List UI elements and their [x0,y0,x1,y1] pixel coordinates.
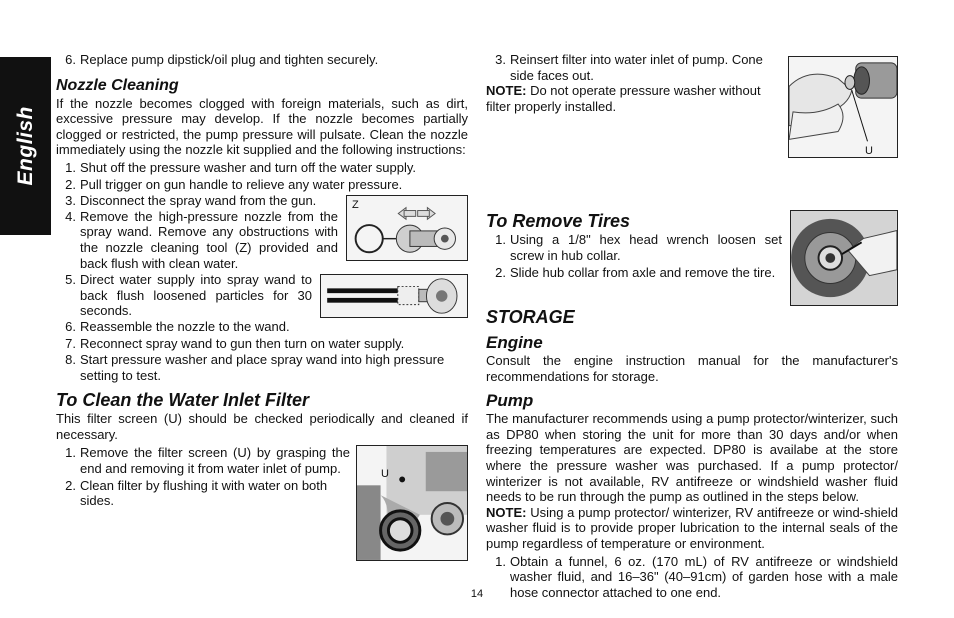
pump-inlet-illustration [357,446,467,560]
step-number: 8. [65,352,76,368]
nozzle-cleaning-heading: Nozzle Cleaning [56,76,179,94]
step-text: Reinsert filter into water inlet of pump. Cone side faces out. [510,52,763,83]
left-column [56,52,468,561]
filter-step-1 [56,445,350,476]
step-text: Clean filter by flushing it with water on both sides. [80,477,328,509]
nozzle-step-7 [56,336,468,352]
step-number: 6. [65,318,76,334]
step-number: 1. [495,232,506,247]
spray-wand-illustration [321,275,467,317]
spacer [486,158,898,210]
step-number: 1. [65,159,76,175]
step-text: Reassemble the nozzle to the wand. [80,318,290,334]
figure-label-u: U [381,468,389,481]
remove-tires-heading: To Remove Tires [486,211,631,231]
step-number: 2. [495,265,506,281]
nozzle-step-8 [56,352,468,383]
pump-heading: Pump [486,391,534,411]
step-text: Reconnect spray wand to gun then turn on water supply. [80,335,405,351]
nozzle-tool-figure [346,195,468,261]
step-text: Using a 1/8" hex head wrench loosen set screw in hub collar. [510,232,782,263]
step-number: 1. [65,445,76,461]
nozzle-intro: If the nozzle becomes clogged with foreign materials, such as dirt, excessive pressure may develop. If the nozzle becomes partially clogged or restricted, the pump pressure will pulsate. Clean the nozzle immediately using the nozzle kit supplied and the following instructions: [56,95,468,158]
hub-collar-figure [790,210,898,306]
wheel-hub-illustration [791,211,897,305]
tires-step-1 [486,232,782,263]
filter-step-2 [56,478,350,509]
step-number: 2. [65,176,76,192]
engine-heading: Engine [486,333,543,352]
page-number: 14 [470,588,484,600]
nozzle-step-3 [56,193,338,209]
pump-note [486,505,898,552]
nozzle-step-5 [56,272,312,319]
nozzle-step-6 [56,319,312,335]
step-number: 2. [65,477,76,493]
step-number: 4. [65,208,76,224]
figure-label-u2: U [865,145,873,157]
tires-step-2 [486,265,782,281]
figure-label-z: Z [352,199,359,212]
inlet-filter-figure [356,445,468,561]
nozzle-step-4 [56,209,338,271]
filter-steps [56,445,468,508]
step-number: 5. [65,272,76,288]
step-text: Remove the filter screen (U) by grasping the end and removing it from water inlet of pump. [80,445,350,477]
step-text: Replace pump dipstick/oil plug and tighten securely. [80,52,379,67]
right-column [486,52,898,600]
storage-heading: STORAGE [486,307,575,327]
step-text: Shut off the pressure washer and turn off the water supply. [80,159,417,175]
note-text: Do not operate pressure washer without filter properly installed. [486,83,761,114]
water-inlet-filter-heading: To Clean the Water Inlet Filter [56,390,310,411]
reinsert-filter-figure [788,56,898,158]
pre-step-6 [56,52,468,68]
step-number: 3. [65,193,76,209]
step-text: Disconnect the spray wand from the gun. [80,193,317,209]
nozzle-steps [56,160,468,383]
step-number: 6. [65,52,76,67]
step-number: 1. [495,553,506,569]
backflush-figure [320,274,468,318]
filter-step-3 [486,52,782,83]
language-tab-label: English [13,106,37,186]
note-text: Using a pump protector/ winterizer, RV antifreeze or wind-shield washer fluid is to provide proper lubrication to the internal seals of the pump regardless of temperature or environment. [486,504,898,551]
step-text: Start pressure washer and place spray wand into high pressure setting to test. [80,352,445,383]
step-number: 3. [495,52,506,67]
note-label: NOTE: [486,504,527,520]
step-text: Obtain a funnel, 6 oz. (170 mL) of RV antifreeze or windshield washer fluid, and 16–36" (40–91cm) of garden hose with a male hose connector attached to one end. [510,553,898,600]
language-tab-label-wrap [0,57,51,235]
filter-intro: This filter screen (U) should be checked periodically and cleaned if necessary. [56,411,468,442]
nozzle-tool-illustration [347,196,467,260]
nozzle-step-2 [56,177,468,193]
step-text: Remove the high-pressure nozzle from the spray wand. Remove any obstructions with the nozzle cleaning tool (Z) provided and back flush with clean water. [80,208,338,271]
hand-filter-illustration [789,57,897,157]
note-label: NOTE: [486,83,527,99]
step-text: Direct water supply into spray wand to back flush loosened particles for 30 seconds. [80,272,312,319]
pump-text: The manufacturer recommends using a pump protector/winterizer, such as DP80 when storing the unit for more than 30 days and/or when freezing temperatures are expected. DP80 is availabe at the store where the pressure washer was purchased. If a pump protector/ winterizer is not available, RV antifreeze or windshield washer fluid needs to be run through the pump as outlined in the steps below. [486,411,898,505]
step-text: Pull trigger on gun handle to relieve any water pressure. [80,176,403,192]
step-text: Slide hub collar from axle and remove the tire. [510,265,776,281]
step-number: 7. [65,335,76,351]
nozzle-step-1 [56,160,468,176]
engine-text: Consult the engine instruction manual for the manufacturer's recommendations for storage. [486,353,898,384]
